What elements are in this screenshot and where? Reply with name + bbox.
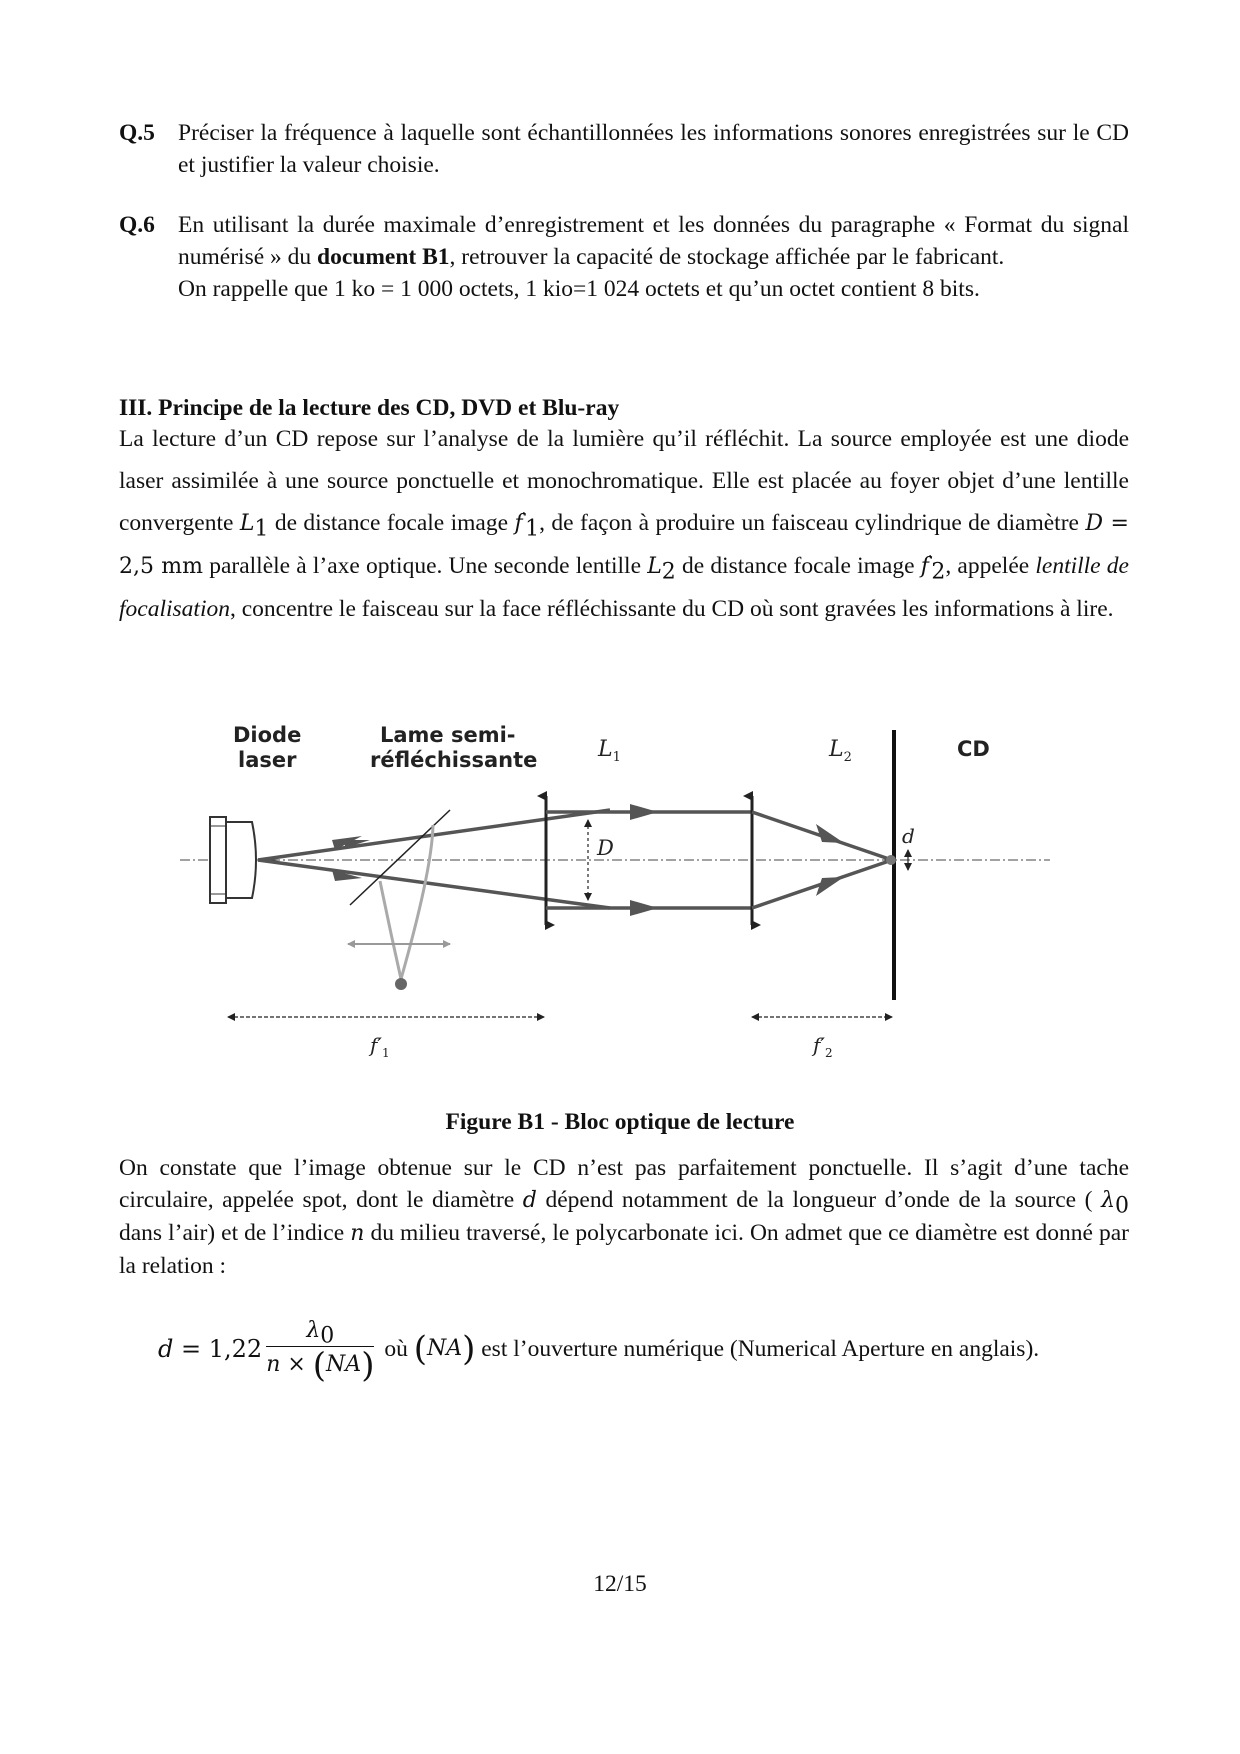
p2-text-a: On constate que l’image obtenue sur le CD n’est pas parfaitement ponctuelle. Il s’agit d’une tache circulaire, appelée spot, dont le diamètre [119, 1155, 1129, 1213]
symbol-f2-sub: 2 [931, 559, 946, 585]
p1-italic-term: lentille de focalisation [119, 553, 1129, 622]
question-6-text-b: , retrouver la capacité de stockage affichée par le fabricant. [449, 244, 1005, 270]
label-L2-sub: 2 [843, 750, 852, 765]
p1-text-d: parallèle à l’axe optique. Une seconde lentille [203, 553, 648, 579]
symbol-L2: L [647, 554, 662, 579]
figure-b1-optical-block [180, 700, 1060, 1080]
p1-text-a: La lecture d’un CD repose sur l’analyse de la lumière qu’il réfléchit. La source employée est une diode laser assimilée à une source ponctuelle et monochromatique. Elle est placée au foyer objet d’une lentille convergente [119, 426, 1129, 536]
section-3 [119, 392, 1129, 630]
question-5-label: Q.5 [119, 120, 155, 146]
p1-text-c: , de façon à produire un faisceau cylindrique de diamètre [539, 510, 1086, 536]
spot-paragraph-block [119, 1152, 1129, 1282]
symbol-L2-sub: 2 [661, 559, 676, 585]
beam-lower-diverging [258, 860, 610, 908]
symbol-d: d [522, 1188, 537, 1213]
formula-description: est l’ouverture numérique (Numerical Aperture en anglais). [475, 1335, 1040, 1362]
label-diode: Diode [233, 723, 302, 747]
formula-NA: NA [426, 1335, 463, 1361]
label-d: d [902, 824, 915, 848]
label-L2 [828, 737, 852, 765]
p1-text-g: , concentre le faisceau sur la face réfléchissante du CD où sont gravées les informations à lire. [229, 596, 1114, 622]
focus-spot [886, 855, 896, 865]
question-5-text: Préciser la fréquence à laquelle sont échantillonnées les informations sonores enregistrées sur le CD et justifier la valeur choisie. [178, 120, 1129, 178]
p1-text-f: , appelée [945, 553, 1036, 579]
beam-arrow-lower-2 [630, 900, 658, 916]
question-6-document-ref: document B1 [317, 244, 450, 270]
label-L1-letter: L [598, 737, 613, 762]
symbol-D: D [1085, 511, 1104, 536]
symbol-f1: f [514, 511, 523, 536]
label-f2 [811, 1033, 833, 1060]
reflected-beam-1 [401, 825, 433, 979]
optical-diagram [180, 700, 1060, 1080]
symbol-n: n [350, 1221, 365, 1246]
question-5 [119, 117, 1129, 181]
beam-arrow-upper-3 [816, 824, 844, 843]
formula-times: × [280, 1352, 313, 1377]
label-D: D [597, 836, 614, 860]
symbol-f2: f [920, 554, 929, 579]
figure-caption: Figure B1 - Bloc optique de lecture [445, 1109, 795, 1135]
formula-numerator: λ [306, 1318, 321, 1343]
question-6 [119, 209, 1129, 305]
p1-text-b: de distance focale image [268, 510, 515, 536]
symbol-L1: L [239, 511, 255, 536]
label-laser: laser [238, 748, 297, 772]
formula-ou: où [378, 1335, 414, 1362]
formula-fraction: $\frac{\lambda_0}{n \times (NA)}$ [266, 1315, 374, 1383]
spot-paragraph [119, 1152, 1129, 1282]
beam-upper-diverging [258, 810, 610, 860]
diode-housing-front [226, 822, 256, 898]
symbol-L1-sub: 1 [254, 516, 269, 542]
photodetector [395, 978, 407, 990]
symbol-f1-sub: 1 [525, 516, 540, 542]
p1-text-e: de distance focale image [675, 553, 921, 579]
label-f1-letter: f′ [370, 1033, 382, 1057]
formula-denominator-NA: NA [326, 1352, 362, 1377]
section-3-title: III. Principe de la lecture des CD, DVD et Blu-ray [119, 395, 620, 421]
symbol-f1-prime: ' [522, 510, 526, 526]
formula-numerator-sub: 0 [320, 1323, 335, 1349]
formula-coefficient: = 1,22 [173, 1334, 263, 1363]
formula-lhs: d [158, 1334, 174, 1363]
label-L2-letter: L [829, 737, 844, 762]
diode-housing-back [210, 817, 226, 903]
formula-denominator-n: n [266, 1352, 281, 1377]
symbol-f2-prime: ' [928, 553, 932, 569]
label-CD: CD [957, 737, 990, 761]
question-6-text [178, 209, 1129, 273]
label-f2-letter: f′ [813, 1033, 825, 1057]
p2-text-e: du milieu traversé, le polycarbonate ici. On admet que ce diamètre est donné par la relation : [119, 1220, 1129, 1279]
p2-text-b: dépend notamment de la longueur d’onde de la source ( [536, 1187, 1093, 1213]
label-lame-2: réfléchissante [370, 748, 538, 772]
label-f1 [368, 1033, 390, 1060]
question-6-label: Q.6 [119, 212, 155, 238]
spot-diameter-formula: d = 1,22 $\frac{\lambda_0}{n \times (NA)}$ où (NA) est l’ouverture numérique (Numerical Aperture en anglais). [158, 1315, 1158, 1395]
label-L1-sub: 1 [612, 750, 621, 765]
label-f2-sub: 2 [824, 1046, 833, 1060]
label-lame-1: Lame semi- [380, 723, 516, 747]
symbol-D-value: = 2,5 mm [119, 511, 1129, 579]
symbol-lambda: λ [1101, 1188, 1116, 1213]
question-6-reminder: On rappelle que 1 ko = 1 000 octets, 1 kio=1 024 octets et qu’un octet contient 8 bits. [178, 276, 980, 302]
page-number: 12/15 [593, 1571, 647, 1597]
label-f1-sub: 1 [381, 1046, 390, 1060]
beam-arrow-upper-2 [630, 804, 658, 820]
p2-text-c: dans l’air) et de l’indice [119, 1220, 351, 1246]
label-L1 [597, 737, 621, 765]
section-3-paragraph [119, 418, 1129, 630]
beam-arrow-lower-3 [816, 877, 844, 896]
semi-reflective-plate [350, 810, 450, 905]
reflected-beam-2 [380, 881, 401, 979]
symbol-lambda-sub: 0 [1115, 1193, 1130, 1219]
question-6-text-a: En utilisant la durée maximale d’enregistrement et les données du paragraphe « Format du signal numérisé » du [178, 212, 1129, 270]
